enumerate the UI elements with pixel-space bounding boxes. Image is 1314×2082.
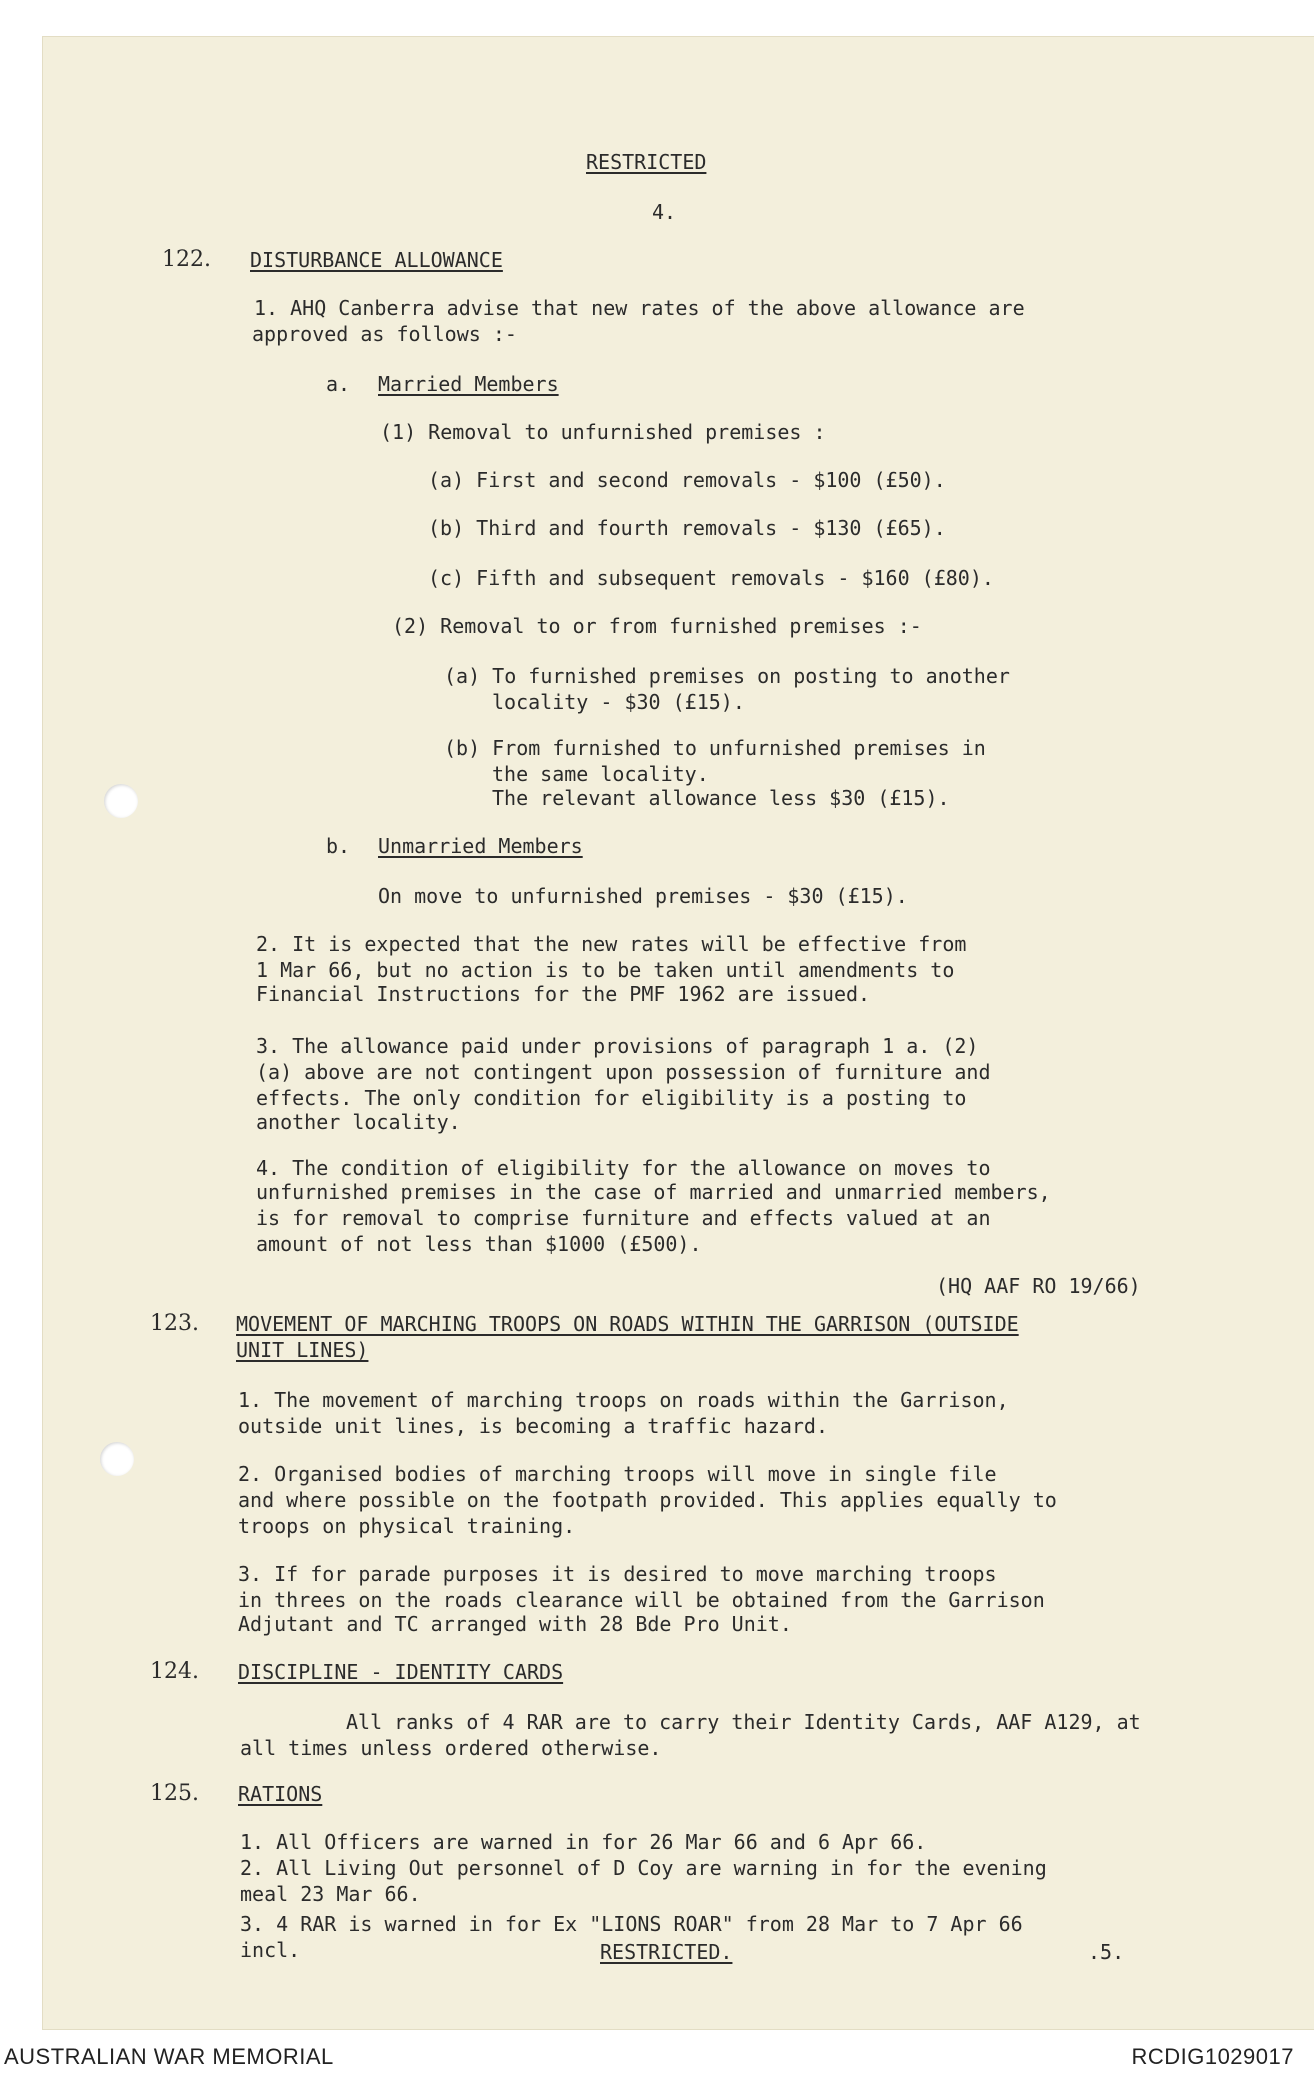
section-123-para-2: 2. Organised bodies of marching troops will move in single file [238, 1462, 997, 1486]
header-classification: RESTRICTED [586, 150, 707, 174]
section-125-number: 125. [150, 1781, 199, 1806]
archive-name: AUSTRALIAN WAR MEMORIAL [4, 2044, 334, 2069]
section-122-para-4-cont-2: is for removal to comprise furniture and effects valued at an [256, 1206, 991, 1230]
removal-2-b: (b) From furnished to unfurnished premises in [444, 736, 986, 760]
section-125-item-3: 3. 4 RAR is warned in for Ex "LIONS ROAR" from 28 Mar to 7 Apr 66 [240, 1912, 1023, 1936]
section-124-title: DISCIPLINE - IDENTITY CARDS [238, 1660, 564, 1684]
removal-2-b-cont-2: The relevant allowance less $30 (£15). [492, 786, 950, 810]
page-number: 4. [652, 200, 677, 224]
punch-hole-top [104, 784, 138, 818]
section-123-title-cont: UNIT LINES) [236, 1338, 369, 1362]
section-123-para-2-cont-2: troops on physical training. [238, 1514, 576, 1538]
section-125-item-1: 1. All Officers are warned in for 26 Mar 66 and 6 Apr 66. [240, 1830, 927, 1854]
section-123-para-3: 3. If for parade purposes it is desired to move marching troops [238, 1562, 997, 1586]
removal-2-a-cont: locality - $30 (£15). [492, 690, 745, 714]
archive-id: RCDIG1029017 [1131, 2044, 1294, 2069]
next-page-marker: .5. [1088, 1940, 1125, 1964]
removal-2-b-cont: the same locality. [492, 762, 709, 786]
archive-footer [0, 2030, 1314, 2082]
section-122-para-3: 3. The allowance paid under provisions of paragraph 1 a. (2) [256, 1034, 979, 1058]
section-122-number: 122. [162, 247, 211, 272]
section-124-number: 124. [150, 1659, 199, 1684]
section-122-para-3-cont-2: effects. The only condition for eligibility is a posting to [256, 1086, 967, 1110]
subsection-b-title: Unmarried Members [378, 834, 583, 858]
section-122-para-3-cont: (a) above are not contingent upon possession of furniture and [256, 1060, 991, 1084]
removal-1-b: (b) Third and fourth removals - $130 (£65). [428, 516, 946, 540]
section-122-para-1: 1. AHQ Canberra advise that new rates of the above allowance are [254, 296, 1025, 320]
section-122-para-2-cont: 1 Mar 66, but no action is to be taken until amendments to [256, 958, 955, 982]
removal-2-title: (2) Removal to or from furnished premises :- [392, 614, 922, 638]
section-123-number: 123. [150, 1311, 199, 1336]
removal-1-title: (1) Removal to unfurnished premises : [380, 420, 826, 444]
section-123-para-2-cont: and where possible on the footpath provided. This applies equally to [238, 1488, 1057, 1512]
section-123-para-3-cont: in threes on the roads clearance will be obtained from the Garrison [238, 1588, 1045, 1612]
section-125-item-2: 2. All Living Out personnel of D Coy are warning in for the evening [240, 1856, 1047, 1880]
subsection-b-text: On move to unfurnished premises - $30 (£15). [378, 884, 908, 908]
section-122-para-1-cont: approved as follows :- [252, 322, 517, 346]
section-122-para-3-cont-3: another locality. [256, 1110, 461, 1134]
section-123-title: MOVEMENT OF MARCHING TROOPS ON ROADS WITHIN THE GARRISON (OUTSIDE [236, 1312, 1019, 1336]
section-122-title: DISTURBANCE ALLOWANCE [250, 248, 503, 272]
subsection-b-label: b. [326, 834, 351, 858]
section-122-para-4: 4. The condition of eligibility for the allowance on moves to [256, 1156, 991, 1180]
section-124-para: All ranks of 4 RAR are to carry their Identity Cards, AAF A129, at [346, 1710, 1141, 1734]
subsection-a-title: Married Members [378, 372, 559, 396]
section-123-para-1: 1. The movement of marching troops on roads within the Garrison, [238, 1388, 1009, 1412]
section-125-item-2-cont: meal 23 Mar 66. [240, 1882, 421, 1906]
section-123-para-1-cont: outside unit lines, is becoming a traffic hazard. [238, 1414, 829, 1438]
section-122-para-4-cont-3: amount of not less than $1000 (£500). [256, 1232, 702, 1256]
section-124-para-cont: all times unless ordered otherwise. [240, 1736, 662, 1760]
subsection-a-label: a. [326, 372, 351, 396]
section-125-title: RATIONS [238, 1782, 323, 1806]
section-122-para-4-cont: unfurnished premises in the case of married and unmarried members, [256, 1180, 1051, 1204]
punch-hole-bottom [100, 1442, 134, 1476]
removal-1-a: (a) First and second removals - $100 (£50). [428, 468, 946, 492]
removal-2-a: (a) To furnished premises on posting to another [444, 664, 1010, 688]
section-125-item-3-cont: incl. [240, 1938, 301, 1962]
section-122-para-2-cont-2: Financial Instructions for the PMF 1962 are issued. [256, 982, 871, 1006]
footer-classification: RESTRICTED. [600, 1940, 733, 1964]
section-122-para-2: 2. It is expected that the new rates will be effective from [256, 932, 967, 956]
removal-1-c: (c) Fifth and subsequent removals - $160 (£80). [428, 566, 994, 590]
section-123-para-3-cont-2: Adjutant and TC arranged with 28 Bde Pro Unit. [238, 1612, 792, 1636]
section-122-reference: (HQ AAF RO 19/66) [936, 1274, 1141, 1298]
